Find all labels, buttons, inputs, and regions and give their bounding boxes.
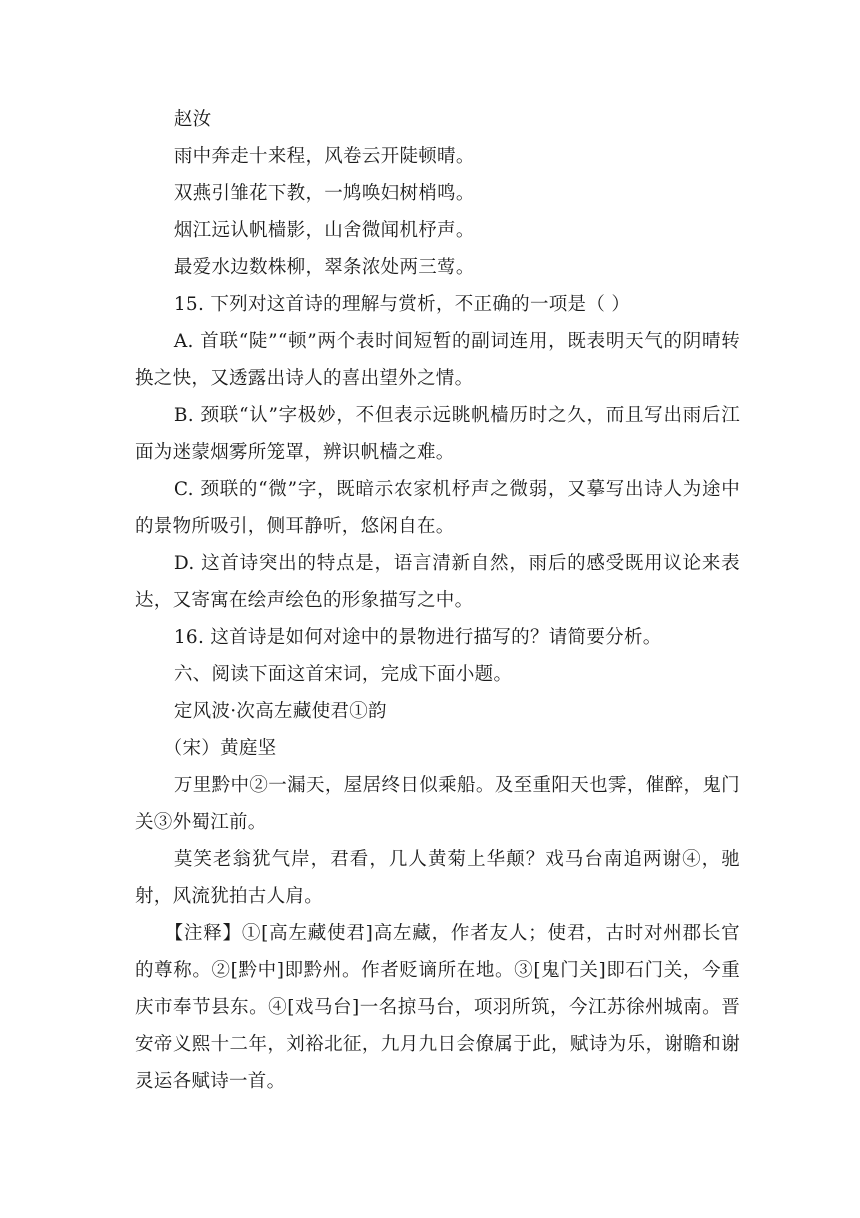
annotation: 【注释】①[高左藏使君]高左藏，作者友人；使君，古时对州郡长官的尊称。②[黔中]即黔州。作者贬谪所在地。③[鬼门关]即石门关，今重庆市奉节县东。④[戏马台]一名掠马台，项羽所筑，今江苏徐州城南。晋安帝义熙十二年，刘裕北征，九月九日会僚属于此，赋诗为乐，谢瞻和谢灵运各赋诗一首。 — [135, 923, 740, 1092]
option-d: D. 这首诗突出的特点是，语言清新自然，雨后的感受既用议论来表达，又寄寓在绘声绘色的形象描写之中。 — [135, 553, 740, 611]
question-16: 16. 这首诗是如何对途中的景物进行描写的？请简要分析。 — [173, 627, 662, 648]
ci-stanza-1: 万里黔中②一漏天，屋居终日似乘船。及至重阳天也霁，催醉，鬼门关③外蜀江前。 — [135, 775, 740, 833]
poem-line-1: 雨中奔走十来程，风卷云开陡顿晴。 — [173, 146, 475, 167]
poem-line-4: 最爱水边数株柳，翠条浓处两三莺。 — [173, 257, 475, 278]
option-c: C. 颈联的“微”字，既暗示农家机杼声之微弱，又摹写出诗人为途中的景物所吸引，侧耳静听，悠闲自在。 — [135, 479, 740, 537]
document-body — [135, 101, 740, 1100]
question-15: 15. 下列对这首诗的理解与赏析，不正确的一项是（ ） — [173, 294, 631, 315]
ci-title: 定风波·次高左藏使君①韵 — [173, 701, 387, 722]
poem-author: 赵汝 — [173, 109, 212, 130]
section-six-heading: 六、阅读下面这首宋词，完成下面小题。 — [173, 664, 513, 685]
option-a: A. 首联“陡”“顿”两个表时间短暂的副词连用，既表明天气的阴晴转换之快，又透露出诗人的喜出望外之情。 — [135, 331, 740, 389]
poem-line-3: 烟江远认帆樯影，山舍微闻机杼声。 — [173, 220, 475, 241]
poem-line-2: 双燕引雏花下教，一鸠唤妇树梢鸣。 — [173, 183, 475, 204]
ci-stanza-2: 莫笑老翁犹气岸，君看，几人黄菊上华颠？戏马台南追两谢④，驰射，风流犹拍古人肩。 — [135, 849, 740, 907]
ci-author: （宋）黄庭坚 — [163, 738, 277, 759]
option-b: B. 颈联“认”字极妙，不但表示远眺帆樯历时之久，而且写出雨后江面为迷蒙烟雾所笼罩，辨识帆樯之难。 — [135, 405, 740, 463]
